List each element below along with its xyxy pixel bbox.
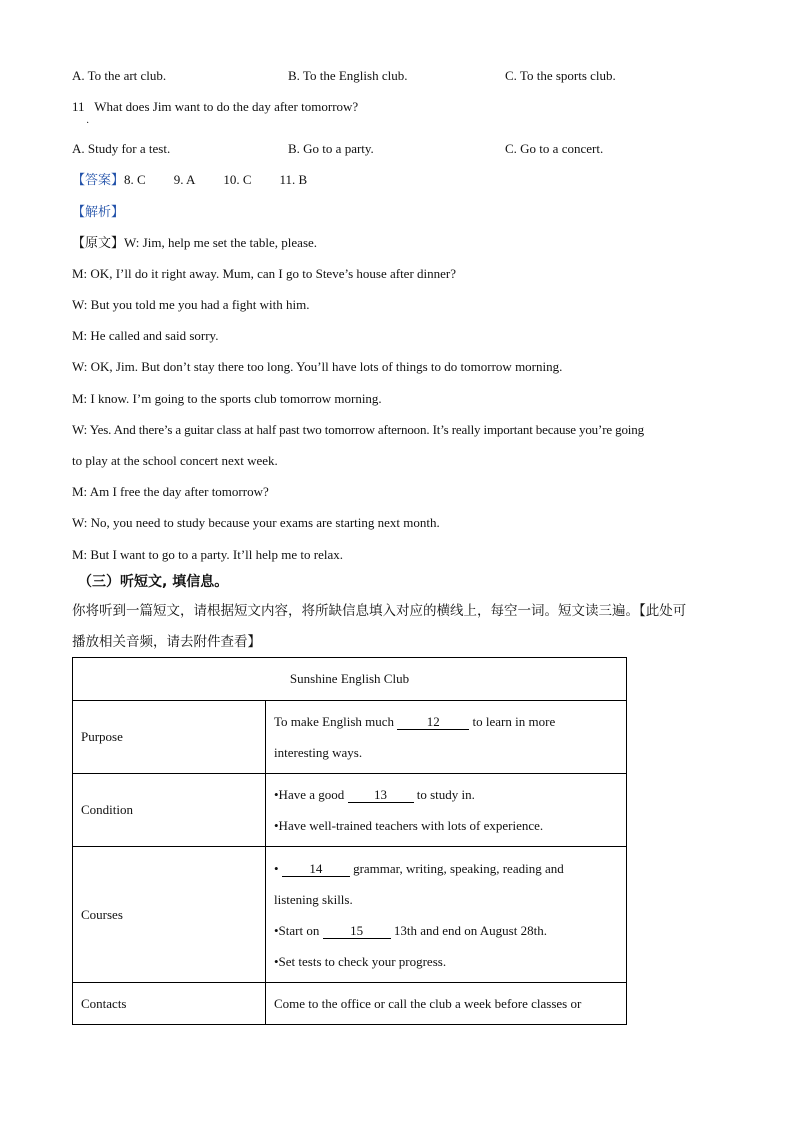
section-heading: （三）听短文, 填信息。: [78, 574, 229, 590]
answer-item: 10. C: [223, 172, 252, 187]
transcript-line: W: But you told me you had a fight with him.: [72, 297, 310, 312]
transcript-label: 【原文】: [72, 235, 125, 250]
condition-label: Condition: [73, 774, 266, 847]
transcript-line: W: Yes. And there’s a guitar class at half past two tomorrow afternoon. It’s really important because you’re going: [72, 422, 644, 437]
blank-15[interactable]: 15: [323, 924, 391, 939]
table-row: [73, 847, 627, 983]
section-instruction: 播放相关音频，请去附件查看】: [72, 634, 261, 650]
section-instruction: 你将听到一篇短文，请根据短文内容，将所缺信息填入对应的横线上，每空一词。短文读三遍。【此处可: [72, 603, 687, 619]
q10-option-a: A. To the art club.: [72, 68, 167, 83]
table-row: [73, 983, 627, 1025]
q11-text: What does Jim want to do the day after tomorrow?: [94, 99, 359, 114]
q11-option-c: C. Go to a concert.: [505, 141, 604, 156]
info-table: [72, 657, 627, 1025]
courses-text: grammar, writing, speaking, reading and: [353, 860, 564, 876]
blank-13[interactable]: 13: [348, 788, 414, 803]
q10-option-b: B. To the English club.: [288, 68, 408, 83]
q11-option-b: B. Go to a party.: [288, 141, 374, 156]
purpose-text: To make English much: [274, 714, 395, 729]
transcript-line: M: Am I free the day after tomorrow?: [72, 484, 269, 499]
answer-line: [72, 172, 307, 188]
transcript-line: to play at the school concert next week.: [72, 453, 278, 468]
table-row: [73, 774, 627, 847]
transcript-line: M: I know. I’m going to the sports club tomorrow morning.: [72, 391, 382, 406]
condition-text: to study in.: [416, 787, 475, 802]
table-title: Sunshine English Club: [73, 658, 627, 701]
condition-text: •Have well-trained teachers with lots of experience.: [274, 818, 544, 833]
blank-12[interactable]: 12: [397, 715, 469, 730]
answer-item: 8. C: [124, 172, 146, 187]
purpose-text: interesting ways.: [274, 745, 363, 760]
table-row: [73, 701, 627, 774]
courses-text: listening skills.: [274, 891, 353, 907]
condition-text: •Have a good: [274, 787, 345, 802]
transcript-line: [72, 235, 317, 251]
purpose-label: Purpose: [73, 701, 266, 774]
contacts-cell: Come to the office or call the club a week before classes or: [266, 983, 627, 1025]
q11-question: [72, 99, 358, 115]
transcript-line: M: He called and said sorry.: [72, 328, 219, 343]
answer-item: 9. A: [173, 172, 196, 187]
q11-dot-mark: ·: [86, 118, 90, 129]
q10-option-c: C. To the sports club.: [505, 68, 616, 83]
courses-text: 13th and end on August 28th.: [393, 922, 547, 938]
q11-options: [72, 141, 712, 157]
contacts-label: Contacts: [73, 983, 266, 1025]
q10-options: [72, 68, 712, 84]
analysis-label: 【解析】: [72, 204, 125, 219]
condition-cell: [266, 774, 627, 847]
courses-cell: [266, 847, 627, 983]
courses-text: •Set tests to check your progress.: [274, 953, 447, 969]
q11-option-a: A. Study for a test.: [72, 141, 171, 156]
transcript-line: M: OK, I’ll do it right away. Mum, can I go to Steve’s house after dinner?: [72, 266, 457, 281]
purpose-text: to learn in more: [472, 714, 556, 729]
purpose-cell: [266, 701, 627, 774]
transcript-line: W: OK, Jim. But don’t stay there too long. You’ll have lots of things to do tomorrow morning.: [72, 359, 563, 374]
answer-item: 11. B: [279, 172, 308, 187]
answer-label: 【答案】: [72, 172, 125, 187]
courses-label: Courses: [73, 847, 266, 983]
transcript-line: W: No, you need to study because your exams are starting next month.: [72, 515, 440, 530]
transcript-line: M: But I want to go to a party. It’ll help me to relax.: [72, 547, 344, 562]
courses-text: •Start on: [274, 922, 320, 938]
table-row: [73, 658, 627, 701]
blank-14[interactable]: 14: [282, 862, 350, 877]
transcript-text: W: Jim, help me set the table, please.: [124, 235, 318, 250]
courses-text: •: [274, 860, 279, 876]
q11-number: 11: [72, 99, 85, 114]
